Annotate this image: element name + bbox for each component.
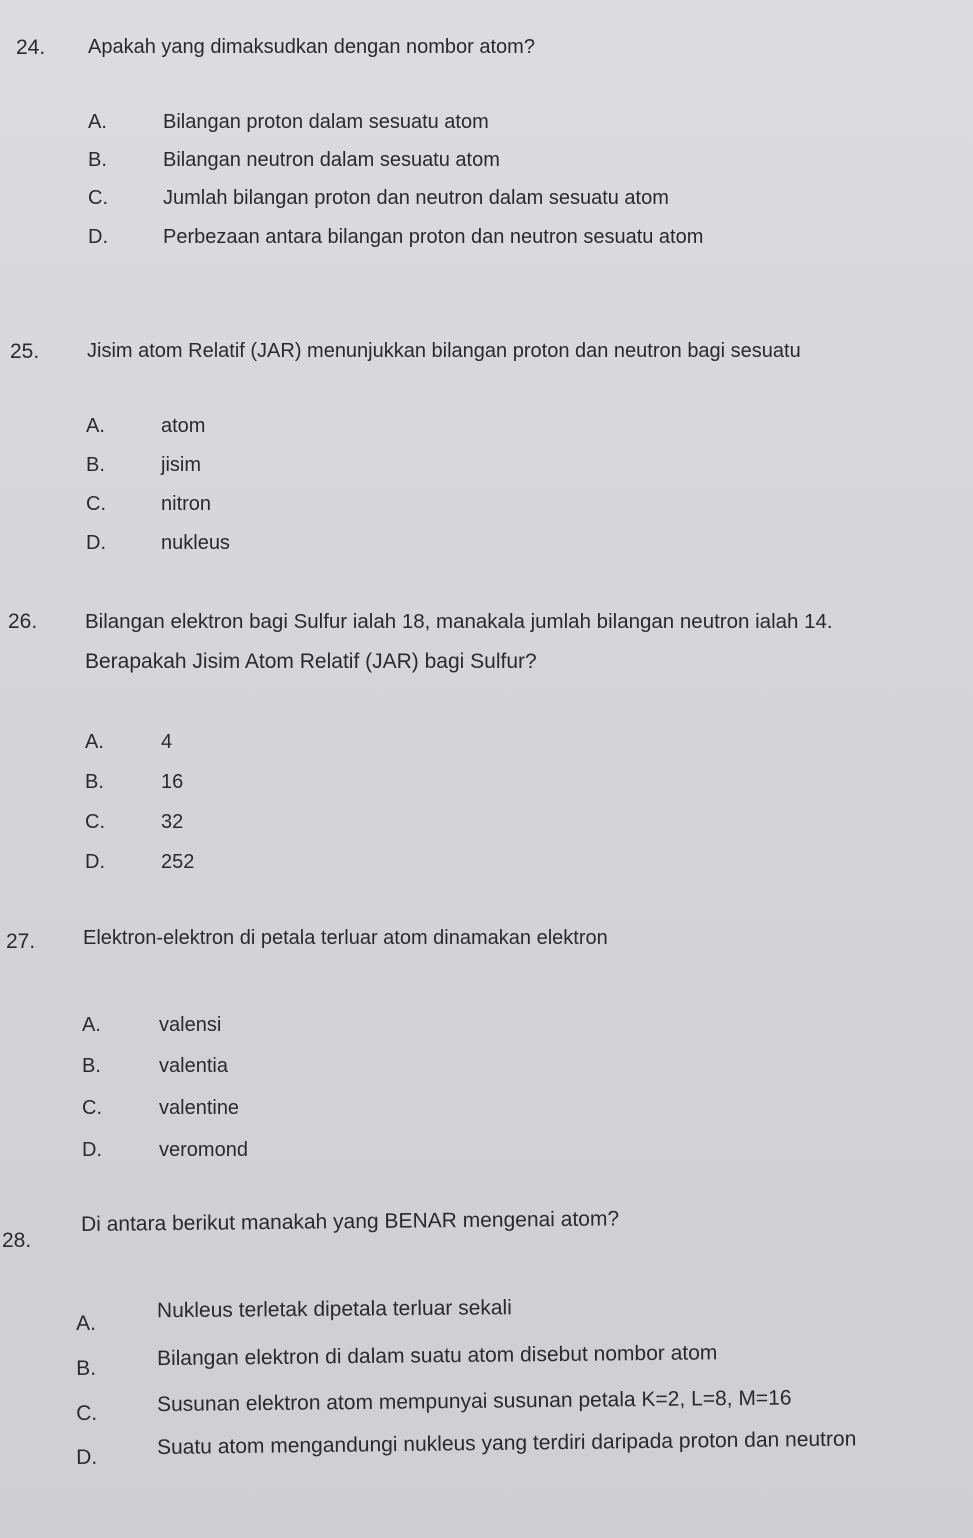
option-text: valentine xyxy=(159,1097,240,1119)
option-text: Bilangan proton dalam sesuatu atom xyxy=(163,111,489,133)
option-text: 32 xyxy=(161,811,184,833)
option-text: Nukleus terletak dipetala terluar sekali xyxy=(156,1296,512,1323)
option-letter: B. xyxy=(85,771,104,793)
option-letter: A. xyxy=(82,1014,101,1036)
option-letter: D. xyxy=(76,1445,98,1469)
option-text: 16 xyxy=(161,771,184,793)
option-letter: A. xyxy=(85,731,104,753)
option-text: nitron xyxy=(161,493,212,515)
option-letter: B. xyxy=(86,454,105,476)
option-text: 252 xyxy=(161,851,195,873)
option-text: Bilangan elektron di dalam suatu atom disebut nombor atom xyxy=(156,1341,718,1371)
option-letter: D. xyxy=(82,1139,102,1161)
option-letter: D. xyxy=(86,532,106,554)
question-number: 27. xyxy=(6,930,36,953)
option-letter: C. xyxy=(76,1401,98,1425)
option-text: Suatu atom mengandungi nukleus yang terdiri daripada proton dan neutron xyxy=(156,1427,857,1460)
option-text: atom xyxy=(161,415,206,437)
option-text: Susunan elektron atom mempunyai susunan petala K=2, L=8, M=16 xyxy=(156,1386,792,1417)
option-letter: D. xyxy=(88,226,108,248)
option-text: Perbezaan antara bilangan proton dan neutron sesuatu atom xyxy=(163,226,704,248)
option-letter: C. xyxy=(86,493,106,515)
question-text: Elektron-elektron di petala terluar atom dinamakan elektron xyxy=(83,927,608,949)
question-number: 25. xyxy=(10,340,40,363)
option-letter: B. xyxy=(88,149,107,171)
question-text: Di antara berikut manakah yang BENAR mengenai atom? xyxy=(80,1207,620,1236)
option-letter: C. xyxy=(85,811,105,833)
option-letter: B. xyxy=(82,1055,101,1077)
question-text: Bilangan elektron bagi Sulfur ialah 18, manakala jumlah bilangan neutron ialah 14. xyxy=(85,610,833,633)
question-number: 24. xyxy=(16,36,46,59)
option-text: jisim xyxy=(161,454,201,476)
option-letter: D. xyxy=(85,851,105,873)
option-text: veromond xyxy=(159,1139,248,1161)
option-text: valensi xyxy=(159,1014,222,1036)
option-text: 4 xyxy=(161,731,173,753)
question-text-continued: Berapakah Jisim Atom Relatif (JAR) bagi Sulfur? xyxy=(85,650,537,673)
option-text: valentia xyxy=(159,1055,228,1077)
question-text: Apakah yang dimaksudkan dengan nombor atom? xyxy=(88,36,535,58)
option-letter: B. xyxy=(76,1356,97,1380)
question-number: 28. xyxy=(2,1229,32,1252)
question-text: Jisim atom Relatif (JAR) menunjukkan bilangan proton dan neutron bagi sesuatu xyxy=(87,340,801,362)
option-letter: A. xyxy=(76,1311,97,1335)
option-letter: C. xyxy=(82,1097,102,1119)
option-text: nukleus xyxy=(161,532,230,554)
option-text: Jumlah bilangan proton dan neutron dalam sesuatu atom xyxy=(163,187,669,209)
option-text: Bilangan neutron dalam sesuatu atom xyxy=(163,149,500,171)
option-letter: C. xyxy=(88,187,108,209)
option-letter: A. xyxy=(88,111,107,133)
option-letter: A. xyxy=(86,415,105,437)
question-number: 26. xyxy=(8,610,38,633)
